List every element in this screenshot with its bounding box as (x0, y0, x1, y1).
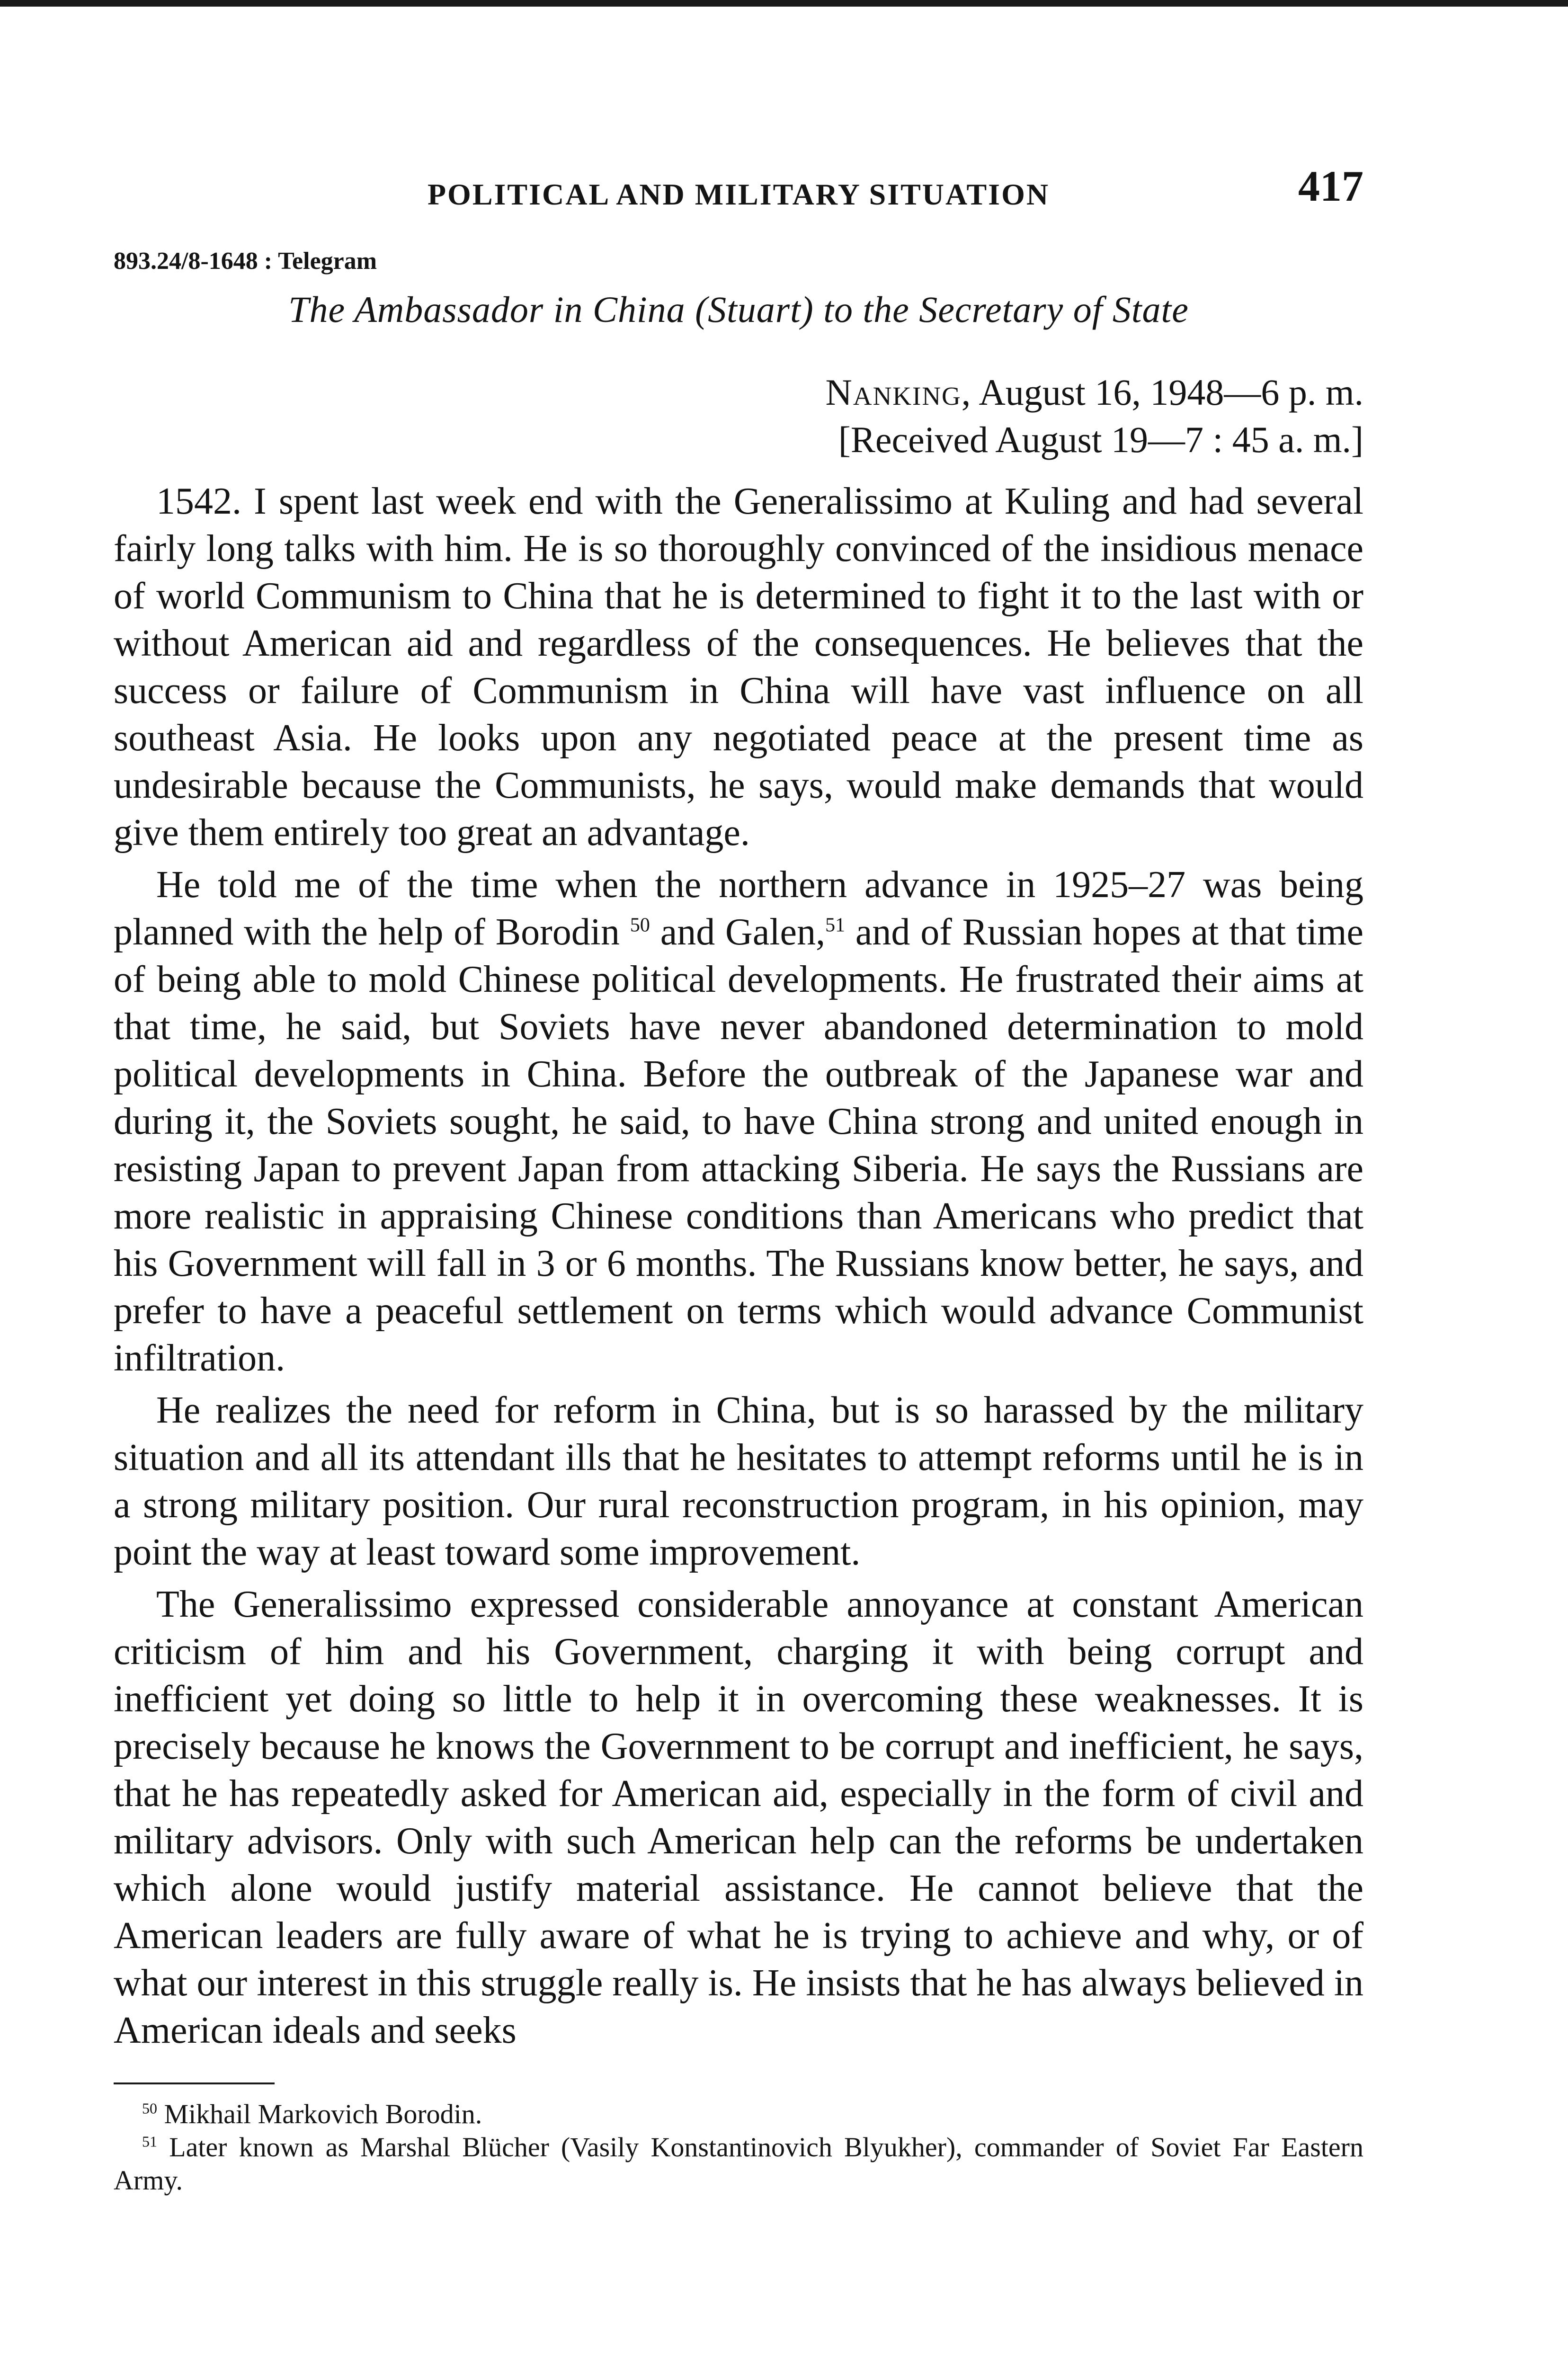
footnotes (114, 2098, 1363, 2197)
footnote-divider (114, 2082, 275, 2084)
footnote-text-51: Later known as Marshal Blücher (Vasily Konstantinovich Blyukher), commander of Soviet Far Eastern Army. (114, 2132, 1363, 2196)
footnote-mark-50: 50 (142, 2100, 157, 2117)
paragraph-4: The Generalissimo expressed considerable annoyance at constant American criticism of him and his Government, charging it with being corrupt and inefficient yet doing so little to help it in overcoming these weaknesses. It is precisely because he knows the Government to be corrupt and inefficient, he says, that he has repeatedly asked for American aid, especially in the form of civil and military advisors. Only with such American help can the reforms be undertaken which alone would justify material assistance. He cannot believe that the American leaders are fully aware of what he is trying to achieve and why, or of what our interest in this struggle really is. He insists that he has always believed in American ideals and seeks (114, 1584, 1363, 2051)
page-header (114, 161, 1363, 213)
paragraph-2-part-2: and Galen, (650, 911, 826, 953)
dateline-sent-time: August 16, 1948—6 p. m. (971, 372, 1363, 413)
document-page (114, 161, 1363, 2197)
telegram-body (114, 478, 1363, 2054)
paragraph-2-part-3: and of Russian hopes at that time of being able to mold Chinese political developments. He frustrated their aims at that time, he said, but Soviets have never abandoned determination to mold political developments in China. Before the outbreak of the Japanese war and during it, the Soviets sought, he said, to have China strong and united enough in resisting Japan to prevent Japan from attacking Siberia. He says the Russians are more realistic in appraising Chinese conditions than Americans who predict that his Government will fall in 3 or 6 months. The Russians know better, he says, and prefer to have a peaceful settlement on terms which would advance Communist infiltration. (114, 911, 1364, 1379)
page-number: 417 (1298, 162, 1363, 210)
paragraph-2-part-1: He told me of the time when the northern advance in 1925–27 was being planned with the help of Borodin (114, 864, 1363, 953)
footnote-text-50: Mikhail Markovich Borodin. (157, 2099, 482, 2129)
document-title: The Ambassador in China (Stuart) to the Secretary of State (288, 289, 1189, 330)
paragraph-2 (114, 861, 1363, 1382)
running-head: POLITICAL AND MILITARY SITUATION (427, 178, 1050, 211)
footnote-ref-50: 50 (630, 914, 650, 936)
dateline-place: Nanking, (825, 372, 972, 413)
document-reference: 893.24/8-1648 : Telegram (114, 248, 377, 275)
dateline (114, 369, 1363, 463)
footnote-51 (114, 2131, 1363, 2197)
dateline-sent (114, 369, 1363, 416)
footnote-50 (114, 2098, 1363, 2131)
dateline-received: [Received August 19—7 : 45 a. m.] (838, 419, 1363, 460)
top-border-rule (0, 0, 1568, 7)
paragraph-3: He realizes the need for reform in China, but is so harassed by the military situation and all its attendant ills that he hesitates to attempt reforms until he is in a strong military position. Our rural reconstruction program, in his opinion, may point the way at least toward some improvement. (114, 1389, 1363, 1573)
footnote-mark-51: 51 (142, 2133, 157, 2150)
footnote-ref-51: 51 (825, 914, 846, 936)
paragraph-1: 1542. I spent last week end with the Generalissimo at Kuling and had several fairly long talks with him. He is so thoroughly convinced of the insidious menace of world Communism to China that he is determined to fight it to the last with or without American aid and regardless of the consequences. He believes that the success or failure of Communism in China will have vast influence on all southeast Asia. He looks upon any negotiated peace at the present time as undesirable because the Communists, he says, would make demands that would give them entirely too great an advantage. (114, 481, 1363, 854)
